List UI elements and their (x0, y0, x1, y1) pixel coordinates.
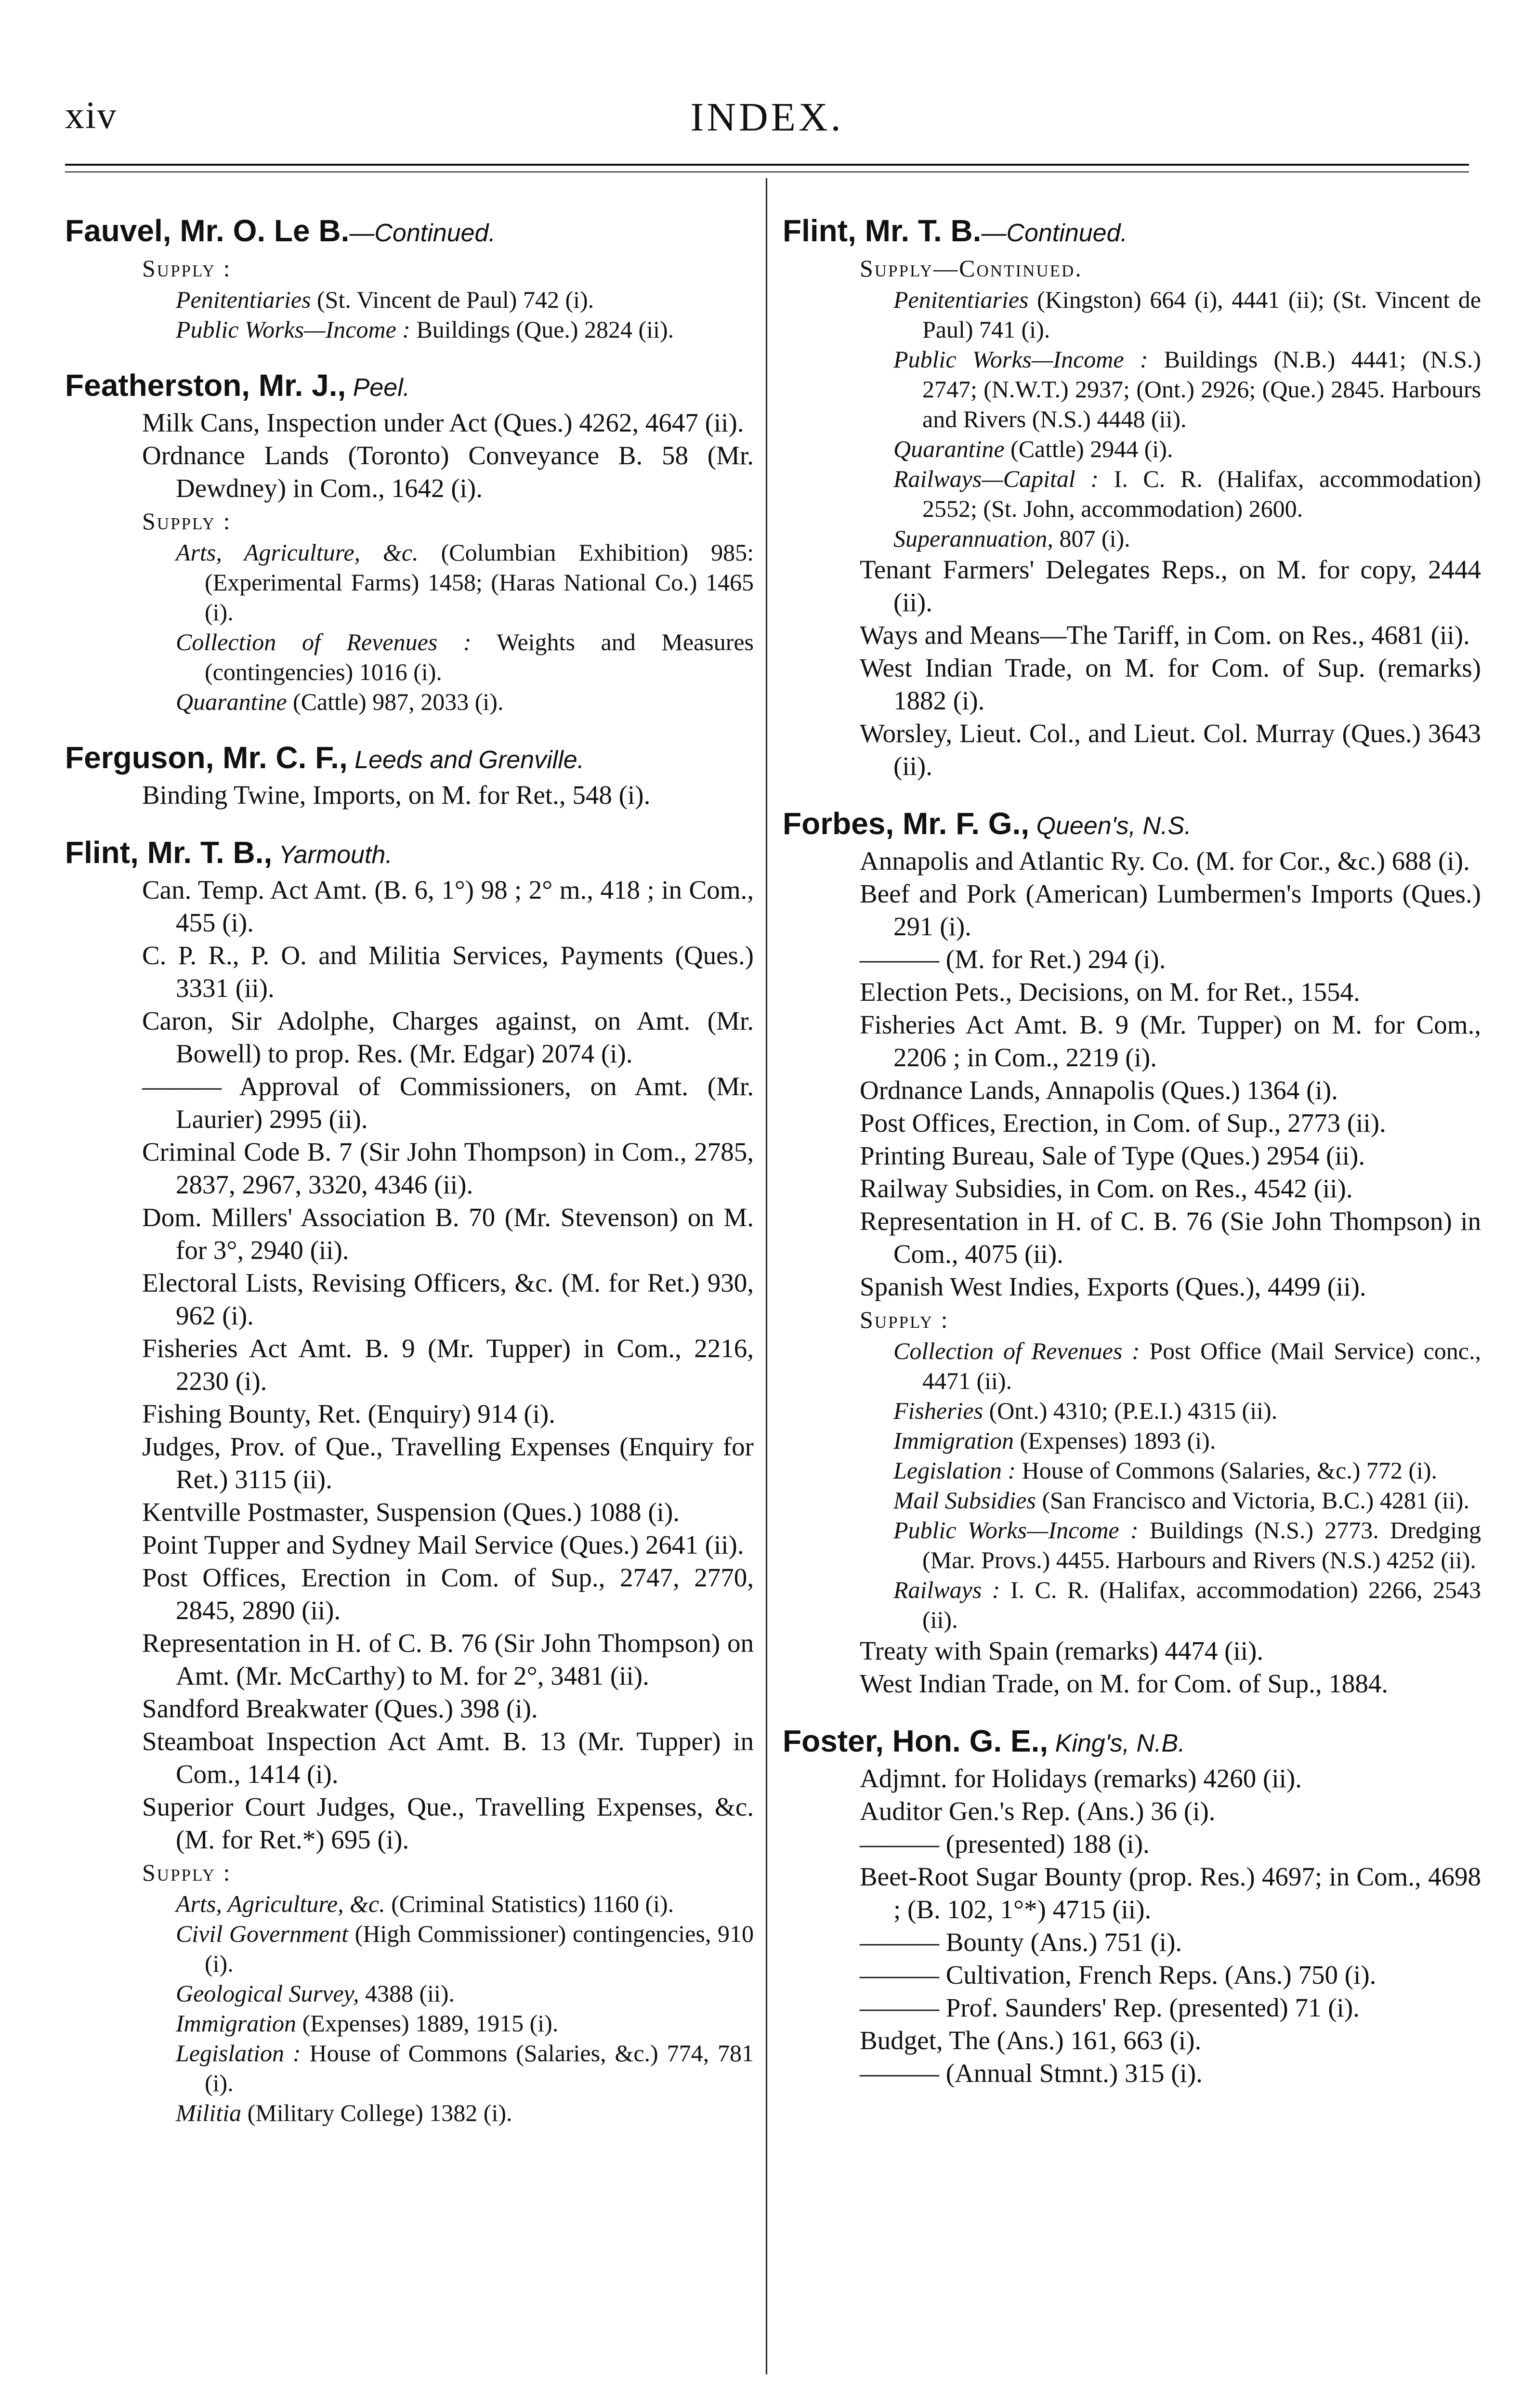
index-entry (783, 805, 1481, 1700)
supply-item (783, 1485, 1481, 1515)
supply-heading: Mail Subsidies (893, 1487, 1036, 1514)
index-item: Fishing Bounty, Ret. (Enquiry) 914 (i). (142, 1399, 556, 1428)
index-item: Fisheries Act Amt. B. 9 (Mr. Tupper) on M. for Com., 2206 ; in Com., 2219 (i). (860, 1010, 1481, 1072)
index-item: Auditor Gen.'s Rep. (Ans.) 36 (i). (860, 1796, 1216, 1826)
supply-heading: Civil Government (176, 1920, 349, 1947)
supply-item (783, 1455, 1481, 1485)
supply-text: (St. Vincent de Paul) 742 (i). (311, 286, 594, 313)
supply-heading: Militia (176, 2099, 242, 2126)
supply-item (783, 464, 1481, 523)
supply-heading: Legislation : (176, 2040, 301, 2067)
supply-item (783, 1396, 1481, 1426)
supply-label: Supply : (142, 508, 232, 535)
index-item: Fisheries Act Amt. B. 9 (Mr. Tupper) in Com., 2216, 2230 (i). (142, 1334, 754, 1396)
index-item: Spanish West Indies, Exports (Ques.), 4499 (ii). (860, 1272, 1366, 1301)
member-riding: —Continued. (349, 219, 496, 247)
supply-item (783, 1426, 1481, 1455)
index-item: West Indian Trade, on M. for Com. of Sup., 1884. (860, 1669, 1389, 1698)
index-item: Dom. Millers' Association B. 70 (Mr. Stevenson) on M. for 3°, 2940 (ii). (142, 1203, 754, 1265)
supply-text: (Criminal Statistics) 1160 (i). (385, 1890, 674, 1917)
member-name: Flint, Mr. T. B. (783, 213, 982, 248)
index-entry (65, 366, 754, 717)
header-rule-top (65, 164, 1469, 166)
page-header (0, 94, 1534, 152)
supply-text: Buildings (N.S.) 2773. Dredging (Mar. Provs.) 4455. Harbours and Rivers (N.S.) 4252 (ii). (922, 1517, 1481, 1573)
supply-text: (Cattle) 2944 (i). (1004, 435, 1173, 462)
index-item: Representation in H. of C. B. 76 (Sir John Thompson) on Amt. (Mr. McCarthy) to M. for 2°, 3481 (ii). (142, 1628, 754, 1690)
supply-item (65, 2038, 754, 2098)
member-riding: Leeds and Grenville. (347, 746, 585, 774)
index-item: ——— Approval of Commissioners, on Amt. (Mr. Laurier) 2995 (ii). (142, 1072, 754, 1134)
supply-item (65, 1978, 754, 2008)
supply-text: (Cattle) 987, 2033 (i). (287, 688, 504, 715)
supply-heading: Public Works—Income : (176, 316, 410, 343)
supply-text: 4388 (ii). (359, 1980, 455, 2007)
index-item: Treaty with Spain (remarks) 4474 (ii). (860, 1636, 1264, 1665)
supply-text: (High Commissioner) contingencies, 910 (i). (205, 1920, 754, 1977)
supply-heading: Quarantine (893, 435, 1005, 462)
index-item: Ordnance Lands (Toronto) Conveyance B. 58 (Mr. Dewdney) in Com., 1642 (i). (142, 441, 754, 503)
index-item: ——— Bounty (Ans.) 751 (i). (860, 1927, 1182, 1957)
index-entry (65, 834, 754, 2128)
entry-heading (65, 834, 754, 874)
supply-text: Post Office (Mail Service) conc., 4471 (ii). (922, 1337, 1481, 1394)
member-name: Fauvel, Mr. O. Le B. (65, 213, 350, 248)
entry-heading (783, 212, 1481, 252)
member-riding: —Continued. (981, 219, 1128, 247)
supply-text: Weights and Measures (contingencies) 1016 (i). (205, 628, 754, 685)
index-item: Budget, The (Ans.) 161, 663 (i). (860, 2026, 1202, 2055)
index-item: Beet-Root Sugar Bounty (prop. Res.) 4697; in Com., 4698 ; (B. 102, 1°*) 4715 (ii). (860, 1862, 1481, 1924)
member-riding: Yarmouth. (272, 841, 393, 869)
header-rule-bottom (65, 171, 1469, 172)
supply-item (65, 1919, 754, 1978)
supply-heading: Fisheries (893, 1397, 983, 1424)
index-item: Binding Twine, Imports, on M. for Ret., 548 (i). (142, 780, 651, 810)
index-item: Criminal Code B. 7 (Sir John Thompson) in Com., 2785, 2837, 2967, 3320, 4346 (ii). (142, 1137, 754, 1199)
member-riding: King's, N.B. (1048, 1729, 1185, 1757)
page-title: INDEX. (690, 95, 844, 140)
member-name: Flint, Mr. T. B., (65, 835, 273, 870)
index-item: ——— Prof. Saunders' Rep. (presented) 71 (i). (860, 1993, 1360, 2022)
supply-text: House of Commons (Salaries, &c.) 772 (i). (1016, 1457, 1438, 1484)
supply-item (65, 687, 754, 717)
supply-text: (Expenses) 1893 (i). (1014, 1427, 1216, 1454)
index-item: Annapolis and Atlantic Ry. Co. (M. for Cor., &c.) 688 (i). (860, 846, 1470, 876)
index-item: Railway Subsidies, in Com. on Res., 4542 (ii). (860, 1174, 1353, 1203)
index-item: Post Offices, Erection in Com. of Sup., 2747, 2770, 2845, 2890 (ii). (142, 1563, 754, 1625)
member-name: Forbes, Mr. F. G., (783, 806, 1030, 841)
supply-text: Buildings (Que.) 2824 (ii). (410, 316, 674, 343)
index-item: Kentville Postmaster, Suspension (Ques.) 1088 (i). (142, 1497, 680, 1527)
supply-text: (Expenses) 1889, 1915 (i). (296, 2010, 559, 2037)
index-item: Steamboat Inspection Act Amt. B. 13 (Mr. Tupper) in Com., 1414 (i). (142, 1727, 754, 1789)
supply-heading: Public Works—Income : (893, 346, 1148, 373)
index-item: ——— (M. for Ret.) 294 (i). (860, 944, 1166, 974)
index-item: Electoral Lists, Revising Officers, &c. (M. for Ret.) 930, 962 (i). (142, 1268, 754, 1330)
index-entry (65, 739, 754, 811)
supply-item (65, 2098, 754, 2128)
supply-item (783, 1336, 1481, 1396)
index-item: Adjmnt. for Holidays (remarks) 4260 (ii). (860, 1764, 1302, 1793)
supply-item (783, 285, 1481, 344)
supply-item (65, 627, 754, 687)
supply-heading: Collection of Revenues : (893, 1337, 1140, 1364)
page-number: xiv (65, 94, 118, 137)
supply-heading: Public Works—Income : (893, 1517, 1139, 1544)
supply-heading: Collection of Revenues : (176, 628, 472, 655)
index-item: Beef and Pork (American) Lumbermen's Imports (Ques.) 291 (i). (860, 879, 1481, 941)
supply-heading: Immigration (893, 1427, 1014, 1454)
supply-heading: Penitentiaries (176, 286, 311, 313)
supply-item (783, 523, 1481, 553)
index-entry (65, 212, 754, 344)
supply-text: (Military College) 1382 (i). (241, 2099, 512, 2126)
supply-item (783, 434, 1481, 464)
member-riding: Peel. (346, 374, 410, 402)
index-item: Printing Bureau, Sale of Type (Ques.) 2954 (ii). (860, 1141, 1365, 1170)
index-item: Ways and Means—The Tariff, in Com. on Res., 4681 (ii). (860, 620, 1470, 650)
supply-text: I. C. R. (Halifax, accommodation) 2266, 2543 (ii). (922, 1576, 1481, 1633)
index-item: Judges, Prov. of Que., Travelling Expenses (Enquiry for Ret.) 3115 (ii). (142, 1432, 754, 1494)
member-name: Ferguson, Mr. C. F., (65, 740, 348, 775)
supply-label: Supply : (860, 1306, 949, 1333)
supply-label: Supply : (142, 255, 232, 282)
index-item: Caron, Sir Adolphe, Charges against, on Amt. (Mr. Bowell) to prop. Res. (Mr. Edgar) 2074 (i). (142, 1006, 754, 1068)
member-riding: Queen's, N.S. (1029, 812, 1192, 840)
index-item: ——— (Annual Stmnt.) 315 (i). (860, 2058, 1203, 2088)
index-item: Milk Cans, Inspection under Act (Ques.) 4262, 4647 (ii). (142, 408, 744, 437)
supply-heading: Arts, Agriculture, &c. (176, 1890, 385, 1917)
supply-text: House of Commons (Salaries, &c.) 774, 781 (i). (205, 2040, 754, 2096)
member-name: Featherston, Mr. J., (65, 368, 346, 403)
supply-heading: Superannuation, (893, 525, 1053, 552)
column-divider (766, 178, 767, 2374)
member-name: Foster, Hon. G. E., (783, 1724, 1049, 1758)
entry-heading (65, 366, 754, 406)
index-entry (783, 1722, 1481, 2090)
entry-heading (65, 739, 754, 779)
supply-item (65, 285, 754, 314)
left-column (65, 212, 754, 2150)
index-entry (783, 212, 1481, 783)
index-item: ——— Cultivation, French Reps. (Ans.) 750 (i). (860, 1960, 1377, 1989)
index-item: Sandford Breakwater (Ques.) 398 (i). (142, 1694, 538, 1723)
supply-item (65, 314, 754, 344)
index-item: Ordnance Lands, Annapolis (Ques.) 1364 (i). (860, 1075, 1338, 1105)
right-column (783, 212, 1481, 2112)
supply-text: Buildings (N.B.) 4441; (N.S.) 2747; (N.W.T.) 2937; (Ont.) 2926; (Que.) 2845. Harbours and Rivers (N.S.) 4448 (ii). (922, 346, 1481, 432)
index-item: Tenant Farmers' Delegates Reps., on M. for copy, 2444 (ii). (860, 555, 1481, 617)
index-item: Post Offices, Erection, in Com. of Sup., 2773 (ii). (860, 1108, 1386, 1138)
supply-heading: Geological Survey, (176, 1980, 359, 2007)
index-item: West Indian Trade, on M. for Com. of Sup. (remarks) 1882 (i). (860, 653, 1481, 715)
index-item: Representation in H. of C. B. 76 (Sie John Thompson) in Com., 4075 (ii). (860, 1206, 1481, 1269)
supply-heading: Penitentiaries (893, 286, 1029, 313)
index-item: Superior Court Judges, Que., Travelling Expenses, &c. (M. for Ret.*) 695 (i). (142, 1792, 754, 1854)
supply-item (783, 1515, 1481, 1575)
index-item: Worsley, Lieut. Col., and Lieut. Col. Murray (Ques.) 3643 (ii). (860, 719, 1481, 781)
supply-label: Supply : (142, 1859, 232, 1886)
supply-text: 807 (i). (1053, 525, 1130, 552)
index-item: C. P. R., P. O. and Militia Services, Payments (Ques.) 3331 (ii). (142, 941, 754, 1003)
supply-text: I. C. R. (Halifax, accommodation) 2552; (St. John, accommodation) 2600. (922, 465, 1481, 522)
index-item: Can. Temp. Act Amt. (B. 6, 1°) 98 ; 2° m., 418 ; in Com., 455 (i). (142, 875, 754, 937)
supply-heading: Railways : (893, 1576, 1000, 1603)
entry-heading (783, 805, 1481, 845)
supply-item (783, 1575, 1481, 1635)
supply-heading: Immigration (176, 2010, 296, 2037)
supply-heading: Legislation : (893, 1457, 1016, 1484)
index-item: Election Pets., Decisions, on M. for Ret., 1554. (860, 977, 1360, 1007)
supply-heading: Arts, Agriculture, &c. (176, 539, 419, 566)
supply-text: (San Francisco and Victoria, B.C.) 4281 (ii). (1036, 1487, 1469, 1514)
supply-item (65, 537, 754, 627)
supply-heading: Quarantine (176, 688, 287, 715)
index-item: ——— (presented) 188 (i). (860, 1829, 1150, 1858)
supply-text: (Kingston) 664 (i), 4441 (ii); (St. Vincent de Paul) 741 (i). (922, 286, 1481, 343)
entry-heading (65, 212, 754, 252)
index-item: Point Tupper and Sydney Mail Service (Ques.) 2641 (ii). (142, 1530, 744, 1559)
supply-text: (Columbian Exhibition) 985: (Experimental Farms) 1458; (Haras National Co.) 1465 (i). (205, 539, 754, 626)
supply-item (783, 344, 1481, 434)
supply-item (65, 1889, 754, 1919)
supply-heading: Railways—Capital : (893, 465, 1099, 492)
supply-text: (Ont.) 4310; (P.E.I.) 4315 (ii). (983, 1397, 1278, 1424)
entry-heading (783, 1722, 1481, 1762)
supply-label: Supply—Continued. (860, 255, 1083, 282)
supply-item (65, 2008, 754, 2038)
